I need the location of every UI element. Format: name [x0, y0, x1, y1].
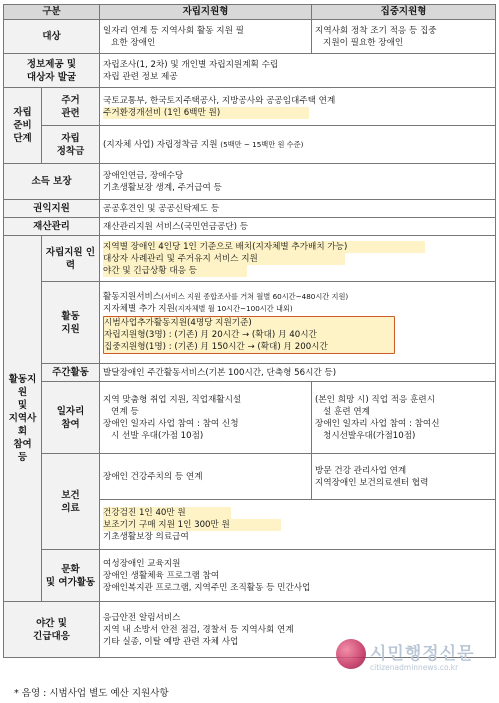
pilot-activity-box: [103, 316, 395, 354]
jobs-label-line: 참여: [61, 418, 80, 430]
jobs-self: [100, 382, 312, 454]
pilot-group-hours: 집중지원형(1명) : (기존) 月 150시간 → (확대) 月 200시간: [104, 342, 328, 352]
label-target: 대상: [4, 20, 100, 54]
label-jobs: [42, 382, 100, 454]
health-self-line: 장애인 건강주치의 등 연계: [103, 471, 203, 482]
target-group: [312, 20, 496, 54]
health-common-line: 기초생활보장 의료급여: [103, 531, 189, 542]
label-daytime: 주간활동: [42, 364, 100, 382]
row-daytime: [4, 364, 496, 382]
housing-label-line: 관련: [61, 107, 80, 119]
row-rights: [4, 200, 496, 218]
label-culture: [42, 550, 100, 602]
row-support-staff: [4, 236, 496, 282]
row-jobs: [4, 382, 496, 454]
health-label-line: 보건: [61, 489, 80, 501]
label-prep-stage: [4, 88, 42, 164]
activity-local: 지자체별 추가 지원: [103, 304, 175, 314]
watermark-url: citizenadminnews.co.kr: [370, 663, 459, 672]
staff-line-highlight: 대상자 사례관리 및 주거유지 서비스 지원: [103, 253, 345, 265]
jobs-group-line: 설 훈련 연계: [323, 406, 370, 417]
health-common-highlight: 보조기기 구매 지원 1인 300만 원: [103, 519, 281, 531]
label-settlement: [42, 126, 100, 164]
policy-table-container: [3, 4, 495, 658]
label-info-line: 정보제공 및: [26, 58, 77, 70]
target-group-line: 지원이 필요한 장애인: [323, 37, 404, 48]
staff-line-highlight: 야간 및 긴급상황 대응 등: [103, 265, 247, 277]
health-group: [312, 454, 496, 500]
night-line: 지역 내 소방서 안전 점검, 경찰서 등 지역사회 연계: [103, 624, 294, 635]
label-night: [4, 602, 100, 658]
pilot-title: 시범사업추가활동지원(4명당 지원기준): [104, 318, 252, 328]
health-group-line: 방문 건강 관리사업 연계: [315, 465, 407, 476]
news-logo-icon: [336, 639, 366, 669]
culture-content: [100, 550, 496, 602]
activity-local-detail: (지자체별 월 10시간~100시간 내외): [174, 304, 293, 313]
community-label-line: 참여: [13, 439, 32, 450]
row-info: [4, 54, 496, 88]
label-info: [4, 54, 100, 88]
activity-service: 활동지원서비스: [103, 292, 162, 302]
info-line: 자립조사(1, 2차) 및 개인별 자립지원계획 수립: [103, 59, 279, 70]
housing-label-line: 주거: [61, 94, 80, 106]
culture-label-line: 문화: [61, 563, 80, 575]
housing-line-highlight: 주거환경개선비 (1인 6백만 원): [103, 107, 309, 119]
assets-line: 재산관리지원 서비스(국민연금공단) 등: [100, 218, 496, 236]
daytime-line: 발달장애인 주간활동서비스(기본 100시간, 단축형 56시간 등): [100, 364, 496, 382]
label-activity-support: [42, 282, 100, 364]
night-line: 응급안전 알림서비스: [103, 612, 181, 623]
label-support-staff: [42, 236, 100, 282]
info-content: [100, 54, 496, 88]
support-staff-content: [100, 236, 496, 282]
label-housing: [42, 88, 100, 126]
jobs-self-line: 연계 등: [111, 406, 139, 417]
row-activity-support: [4, 282, 496, 364]
pilot-self-hours: 자립지원형(3명) : (기존) 月 20시간 → (확대) 月 40시간: [104, 330, 317, 340]
row-health-main: [4, 454, 496, 500]
staff-label-line: 력: [65, 259, 76, 271]
housing-content: [100, 88, 496, 126]
label-activity-community: [4, 236, 42, 602]
culture-line: 장애인복지관 프로그램, 지역주민 조직활동 등 민간사업: [103, 582, 311, 593]
jobs-label-line: 일자리: [56, 405, 85, 417]
activity-line: [103, 291, 492, 303]
community-label-line: 활동지: [8, 374, 37, 385]
row-assets: [4, 218, 496, 236]
jobs-self-line: 시 선발 우대(가점 10점): [111, 430, 204, 441]
housing-line: 국토교통부, 한국토지주택공사, 지방공사와 공공임대주택 연계: [103, 95, 336, 106]
staff-line-highlight: 지역별 장애인 4인당 1인 기준으로 배치(지자체별 추가배치 가능): [103, 241, 425, 253]
activity-line: [103, 303, 492, 315]
header-category: 구분: [4, 5, 100, 20]
jobs-self-line: 장애인 일자리 사업 참여 : 참여 신청: [103, 418, 239, 429]
community-label-line: 원: [17, 387, 28, 398]
settlement-line: [103, 139, 492, 151]
jobs-group-line: (본인 희망 시) 직업 적응 훈련시: [315, 394, 435, 405]
income-line: 장애인연금, 장애수당: [103, 170, 184, 181]
settlement-amount: (5백만 ~ 15백만 원 수준): [220, 139, 304, 149]
community-label-line: 지역사: [8, 413, 37, 424]
row-income: [4, 164, 496, 200]
culture-line: 장애인 생활체육 프로그램 참여: [103, 570, 220, 581]
row-target: [4, 20, 496, 54]
settlement-label-line: 정착금: [56, 145, 85, 157]
culture-line: 여성장애인 교육지원: [103, 558, 181, 569]
label-assets: 재산관리: [4, 218, 100, 236]
target-self-line: 일자리 연계 등 지역사회 활동 지원 필: [103, 25, 244, 36]
support-policy-table: [3, 4, 496, 658]
footnote: * 음영 : 시범사업 별도 예산 지원사항: [14, 688, 169, 699]
night-label-line: 긴급대응: [33, 630, 70, 642]
community-label-line: 등: [17, 452, 28, 463]
activity-support-content: [100, 282, 496, 364]
settlement-content: [100, 126, 496, 164]
jobs-group-line: 청시선발우대(가점10점): [323, 430, 416, 441]
jobs-group: [312, 382, 496, 454]
community-label-line: 및: [17, 400, 28, 411]
staff-label-line: 자립지원 인: [45, 246, 96, 258]
health-common-highlight: 건강검진 1인 40만 원: [103, 507, 231, 519]
table-header-row: [4, 5, 496, 20]
activity-service-detail: (서비스 지원 종합조사를 거쳐 월별 60시간~480시간 지원): [161, 292, 349, 301]
health-label-line: 의료: [61, 502, 80, 514]
watermark-name: 시민행정신문: [370, 644, 475, 664]
settlement-label-line: 자립: [61, 132, 80, 144]
night-line: 기타 실종, 이탈 예방 관련 자체 사업: [103, 636, 239, 647]
community-label-line: 회: [17, 426, 28, 437]
jobs-group-line: 장애인 일자리 사업 참여 : 참여신: [315, 418, 440, 429]
health-self: [100, 454, 312, 500]
night-label-line: 야간 및: [36, 617, 67, 629]
prep-label-line: 준비: [13, 120, 32, 131]
health-common-content: [100, 500, 496, 550]
jobs-self-line: 지역 맞춤형 취업 지원, 직업재활시설: [103, 394, 242, 405]
income-content: [100, 164, 496, 200]
income-line: 기초생활보장 생계, 주거급여 등: [103, 182, 222, 193]
activity-label-line: 활동: [61, 310, 80, 322]
row-culture: [4, 550, 496, 602]
activity-label-line: 지원: [61, 323, 80, 335]
info-line: 자립 관련 정보 제공: [103, 71, 178, 82]
label-rights: 권익지원: [4, 200, 100, 218]
target-self: [100, 20, 312, 54]
target-group-line: 지역사회 정착 조기 적응 등 집중: [315, 25, 437, 36]
prep-label-line: 자립: [13, 107, 32, 118]
label-health: [42, 454, 100, 550]
label-info-line: 대상자 발굴: [26, 71, 77, 83]
settlement-main: (지자체 사업) 자립정착금 지원: [103, 139, 218, 150]
health-group-line: 지역장애인 보건의료센터 협력: [315, 477, 429, 488]
rights-line: 공공후견인 및 공공신탁제도 등: [100, 200, 496, 218]
culture-label-line: 및 여가활동: [45, 576, 96, 588]
row-settlement: [4, 126, 496, 164]
target-self-line: 요한 장애인: [111, 37, 156, 48]
label-income: 소득 보장: [4, 164, 100, 200]
header-self-support: 자립지원형: [100, 5, 312, 20]
header-intensive-support: 집중지원형: [312, 5, 496, 20]
news-watermark: [336, 637, 496, 681]
prep-label-line: 단계: [13, 133, 32, 144]
row-housing: [4, 88, 496, 126]
